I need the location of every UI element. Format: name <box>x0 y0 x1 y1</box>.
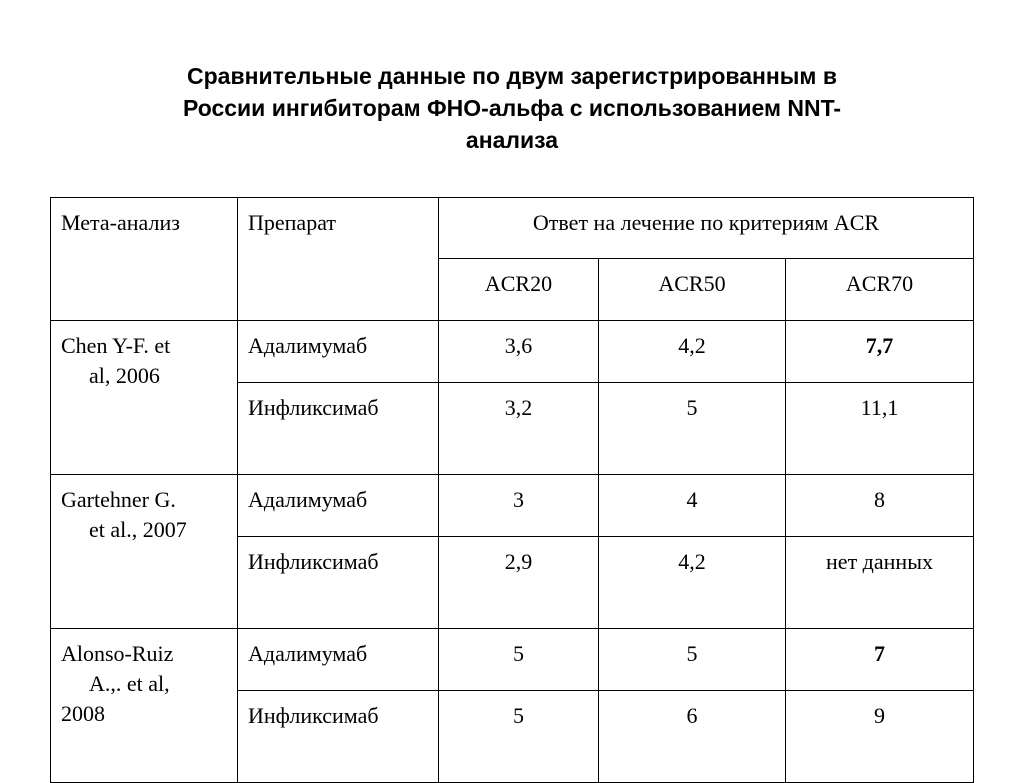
meta-analysis-line: et al., 2007 <box>89 517 187 542</box>
acr70-cell: 9 <box>786 691 974 783</box>
acr50-cell: 5 <box>599 383 786 475</box>
meta-analysis-line: al, 2006 <box>89 363 160 388</box>
drug-cell: Адалимумаб <box>238 475 439 537</box>
acr20-cell: 2,9 <box>439 537 599 629</box>
acr70-cell: 7 <box>786 629 974 691</box>
acr50-cell: 6 <box>599 691 786 783</box>
acr70-cell: 7,7 <box>786 321 974 383</box>
acr20-cell: 3,6 <box>439 321 599 383</box>
drug-cell: Адалимумаб <box>238 321 439 383</box>
acr20-cell: 3 <box>439 475 599 537</box>
acr20-cell: 5 <box>439 691 599 783</box>
drug-cell: Адалимумаб <box>238 629 439 691</box>
header-acr50: ACR50 <box>599 259 786 321</box>
acr50-cell: 4,2 <box>599 537 786 629</box>
meta-analysis-line: Alonso-Ruiz <box>61 641 174 666</box>
title-line-1: Сравнительные данные по двум зарегистрированным в <box>187 63 837 89</box>
drug-cell: Инфликсимаб <box>238 537 439 629</box>
nnt-comparison-table <box>50 197 974 783</box>
meta-analysis-line: A.,. et al, <box>89 671 170 696</box>
title-line-3: анализа <box>465 127 559 153</box>
header-acr-response: Ответ на лечение по критериям ACR <box>439 198 974 259</box>
meta-analysis-cell <box>51 629 238 783</box>
table-row <box>51 321 974 383</box>
acr50-cell: 4 <box>599 475 786 537</box>
header-drug: Препарат <box>238 198 439 321</box>
table-header-row <box>51 198 974 259</box>
meta-analysis-line: 2008 <box>61 701 105 726</box>
acr50-cell: 5 <box>599 629 786 691</box>
title-line-2: России ингибиторам ФНО-альфа с использованием NNT- <box>182 95 842 121</box>
acr20-cell: 3,2 <box>439 383 599 475</box>
header-acr20: ACR20 <box>439 259 599 321</box>
acr50-cell: 4,2 <box>599 321 786 383</box>
acr70-cell: 8 <box>786 475 974 537</box>
header-acr70: ACR70 <box>786 259 974 321</box>
page-title <box>0 60 1024 156</box>
drug-cell: Инфликсимаб <box>238 691 439 783</box>
meta-analysis-line: Gartehner G. <box>61 487 176 512</box>
meta-analysis-line: Chen Y-F. et <box>61 333 171 358</box>
table-row <box>51 475 974 537</box>
meta-analysis-cell <box>51 475 238 629</box>
acr70-cell: нет данных <box>786 537 974 629</box>
meta-analysis-cell <box>51 321 238 475</box>
header-meta-analysis: Мета-анализ <box>51 198 238 321</box>
drug-cell: Инфликсимаб <box>238 383 439 475</box>
acr70-cell: 11,1 <box>786 383 974 475</box>
table-row <box>51 629 974 691</box>
acr20-cell: 5 <box>439 629 599 691</box>
